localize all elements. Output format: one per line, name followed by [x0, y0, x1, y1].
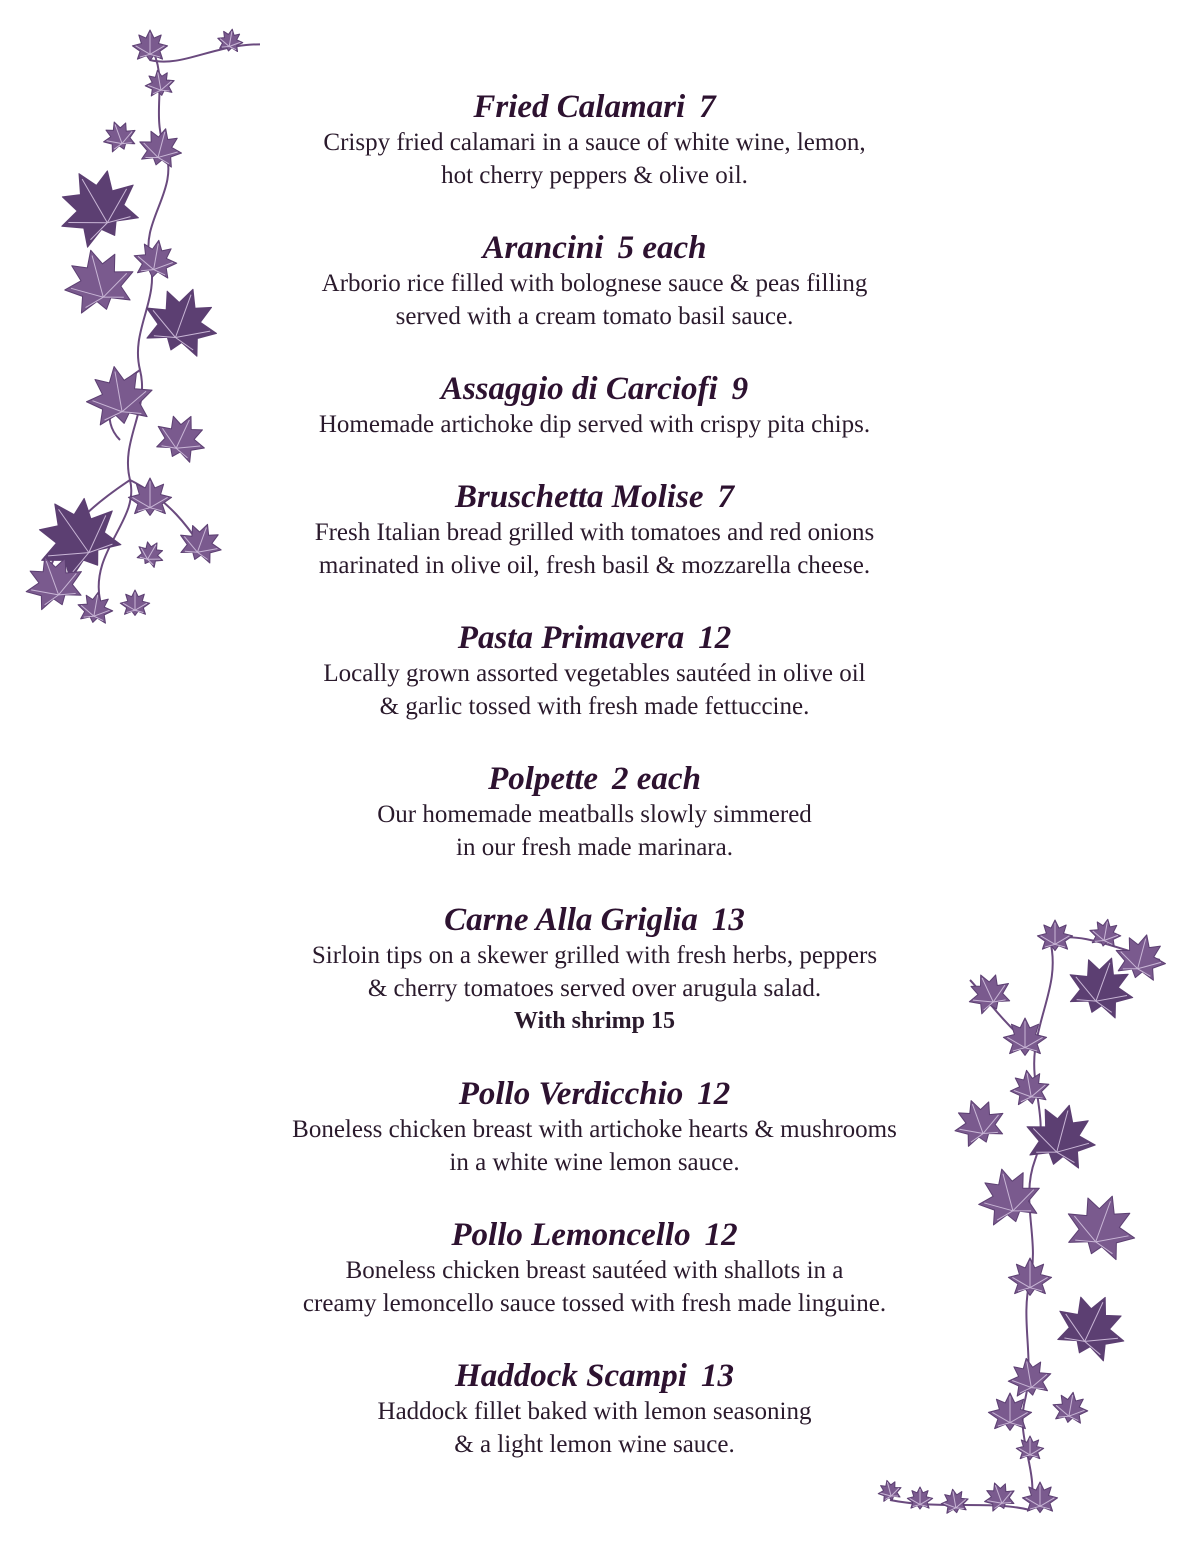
item-description-line: hot cherry peppers & olive oil. — [441, 162, 748, 189]
item-description-line: & garlic tossed with fresh made fettuccine. — [379, 693, 810, 720]
menu-item — [0, 229, 1189, 333]
item-title: Assaggio di Carciofi 9 — [440, 371, 749, 407]
item-title: Pasta Primavera 12 — [457, 620, 732, 656]
item-title: Fried Calamari 7 — [473, 89, 716, 125]
item-description-line: creamy lemoncello sauce tossed with fresh made linguine. — [302, 1290, 887, 1317]
item-description-line: Boneless chicken breast sautéed with shallots in a — [345, 1257, 844, 1284]
ivy-leaf-icon — [980, 1478, 1019, 1514]
menu-item — [0, 619, 1189, 723]
menu-item — [0, 1357, 1189, 1461]
item-title: Bruschetta Molise 7 — [455, 479, 734, 515]
item-description-line: Fresh Italian bread grilled with tomatoes and red onions — [314, 519, 875, 546]
item-title: Pollo Lemoncello 12 — [451, 1217, 738, 1253]
ivy-leaf-icon — [875, 1477, 903, 1503]
item-title: Carne Alla Griglia 13 — [444, 902, 745, 938]
menu-item — [0, 760, 1189, 864]
item-description-line: Sirloin tips on a skewer grilled with fresh herbs, peppers — [311, 942, 878, 969]
ivy-leaf-icon — [907, 1487, 932, 1509]
menu-item — [0, 1216, 1189, 1320]
item-title: Pollo Verdicchio 12 — [458, 1076, 731, 1112]
item-description-line: Haddock fillet baked with lemon seasoning — [377, 1398, 812, 1425]
item-description-line: in our fresh made marinara. — [456, 834, 733, 861]
menu-item — [0, 1075, 1189, 1179]
item-description-line: in a white wine lemon sauce. — [449, 1149, 740, 1176]
item-description-line: Crispy fried calamari in a sauce of white wine, lemon, — [323, 129, 866, 156]
item-description-line: Boneless chicken breast with artichoke hearts & mushrooms — [292, 1116, 897, 1143]
ivy-leaf-icon — [939, 1487, 970, 1515]
ivy-leaf-icon — [132, 30, 167, 61]
item-description-line: served with a cream tomato basil sauce. — [395, 303, 794, 330]
ivy-leaf-icon — [1022, 1482, 1057, 1513]
menu-item — [0, 370, 1189, 441]
item-title: Arancini 5 each — [482, 230, 707, 266]
item-description-line: Locally grown assorted vegetables sautéed in olive oil — [323, 660, 866, 687]
menu-item — [0, 901, 1189, 1038]
item-description-line: Our homemade meatballs slowly simmered — [377, 801, 812, 828]
item-title: Haddock Scampi 13 — [455, 1358, 734, 1394]
item-description-line: & a light lemon wine sauce. — [454, 1431, 735, 1458]
menu-item — [0, 88, 1189, 192]
item-extra-option: With shrimp 15 — [514, 1008, 675, 1034]
item-description-line: Arborio rice filled with bolognese sauce & peas filling — [321, 270, 868, 297]
item-description-line: Homemade artichoke dip served with crispy pita chips. — [318, 411, 871, 438]
item-title: Polpette 2 each — [488, 761, 701, 797]
menu-item — [0, 478, 1189, 582]
item-description-line: marinated in olive oil, fresh basil & mozzarella cheese. — [318, 552, 871, 579]
item-description-line: & cherry tomatoes served over arugula salad. — [367, 975, 822, 1002]
ivy-leaf-icon — [120, 590, 149, 616]
